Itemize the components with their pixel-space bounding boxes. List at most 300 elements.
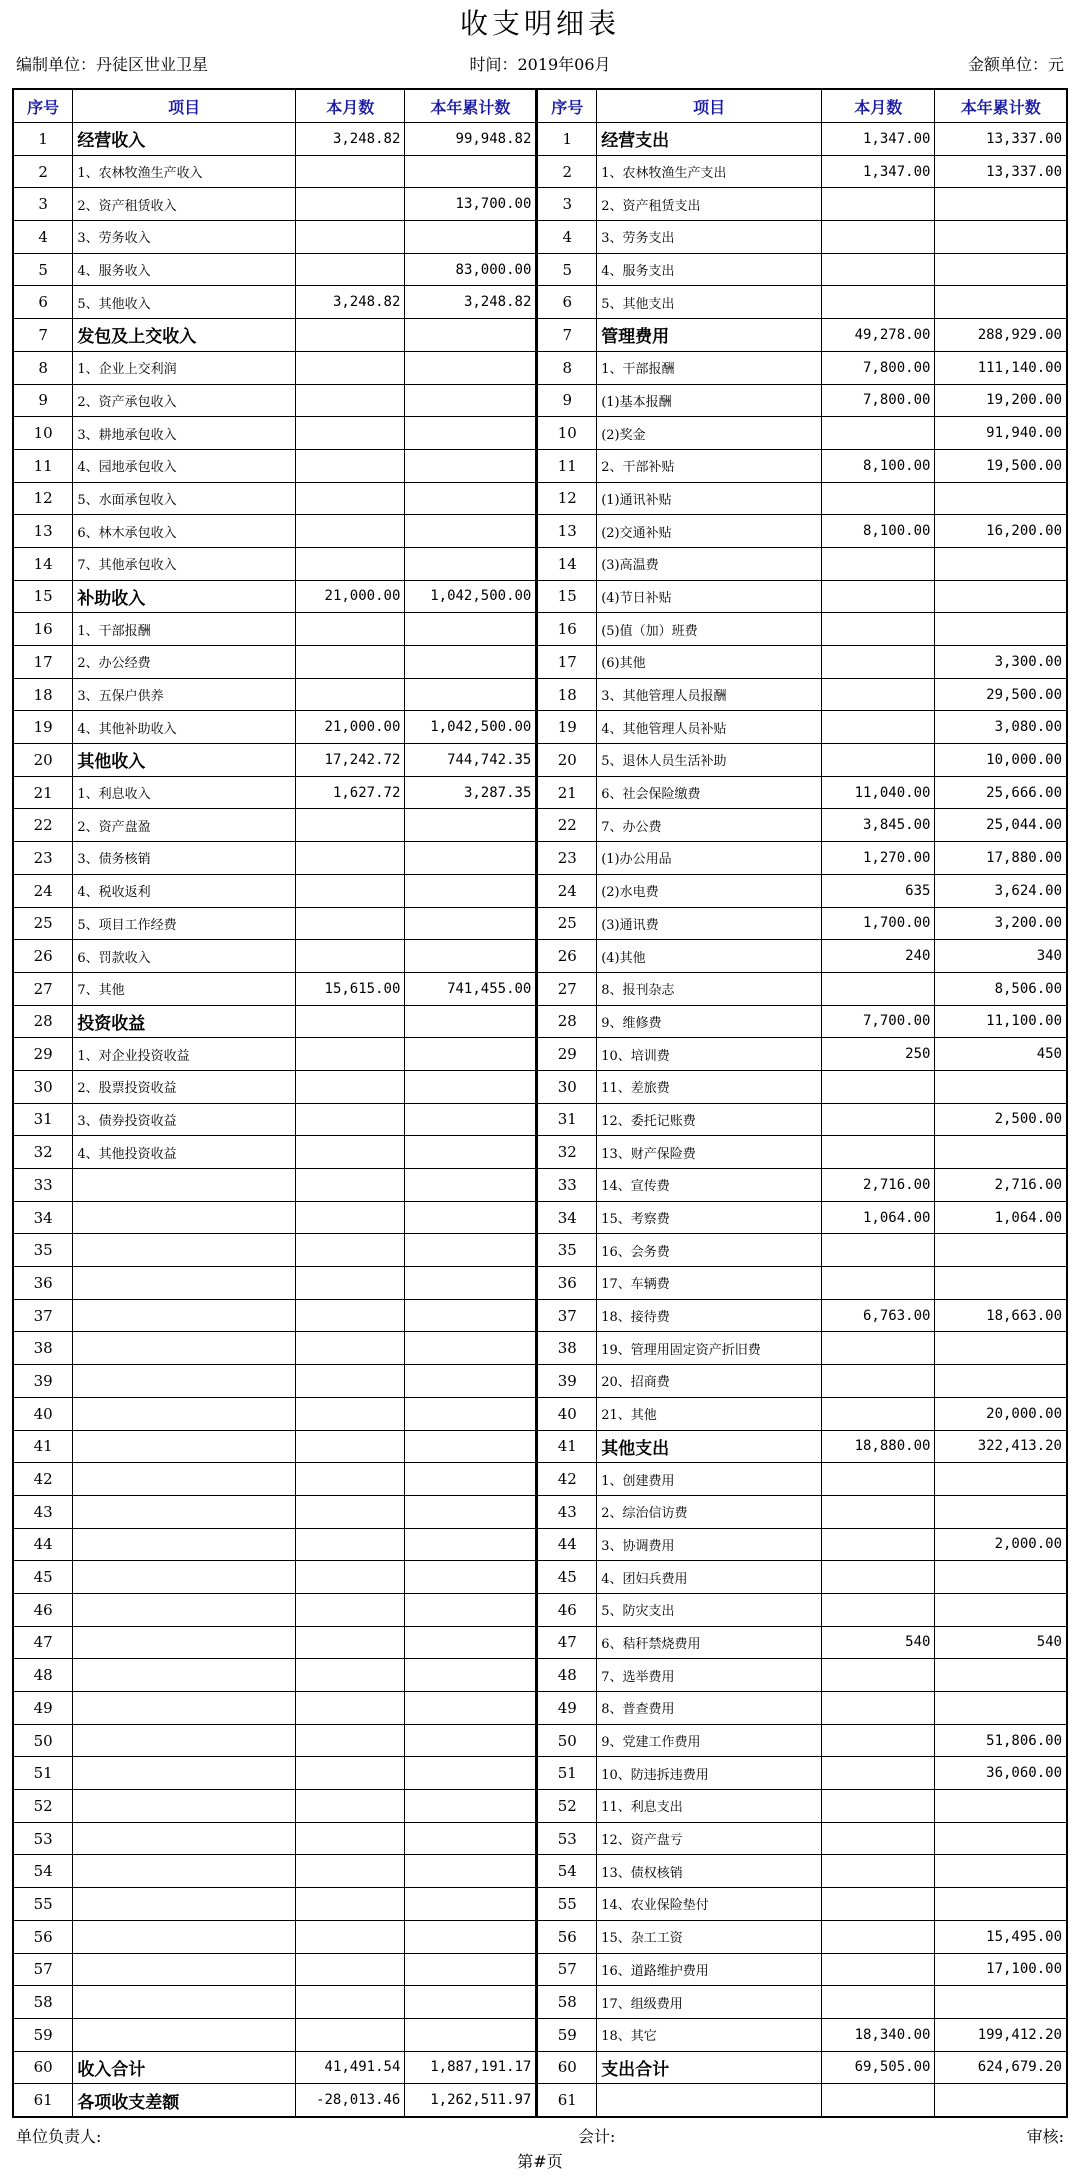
expense-month-value	[822, 1855, 935, 1888]
expense-month-value: 7,700.00	[822, 1005, 935, 1038]
expense-item: 9、维修费	[597, 1005, 822, 1038]
table-row	[13, 1103, 1067, 1136]
expense-month-value	[822, 1822, 935, 1855]
expense-item: (2)交通补贴	[597, 515, 822, 548]
row-no-right: 44	[537, 1528, 597, 1561]
income-item: 投资收益	[73, 1005, 296, 1038]
expense-item: 13、财产保险费	[597, 1136, 822, 1169]
row-no-left: 29	[13, 1038, 73, 1071]
income-ytd-value: 1,042,500.00	[405, 711, 537, 744]
expense-ytd-value: 450	[935, 1038, 1067, 1071]
row-no-right: 26	[537, 940, 597, 973]
row-no-left: 20	[13, 744, 73, 777]
income-month-value: 15,615.00	[296, 972, 405, 1005]
expense-ytd-value	[935, 1822, 1067, 1855]
expense-item: 14、宣传费	[597, 1169, 822, 1202]
table-row	[13, 1365, 1067, 1398]
income-item	[73, 1528, 296, 1561]
expense-item: 11、差旅费	[597, 1070, 822, 1103]
income-item: 5、项目工作经费	[73, 907, 296, 940]
expense-ytd-value: 2,500.00	[935, 1103, 1067, 1136]
expense-item: (2)水电费	[597, 874, 822, 907]
expense-item: 6、秸秆禁烧费用	[597, 1626, 822, 1659]
income-item: 4、其他补助收入	[73, 711, 296, 744]
expense-month-value	[822, 1267, 935, 1300]
income-ytd-value	[405, 874, 537, 907]
org-name: 编制单位：丹徒区世业卫星	[16, 55, 209, 74]
expense-month-value	[822, 417, 935, 450]
income-ytd-value: 744,742.35	[405, 744, 537, 777]
row-no-right: 60	[537, 2051, 597, 2084]
income-item: 6、罚款收入	[73, 940, 296, 973]
table-row	[13, 188, 1067, 221]
income-ytd-value	[405, 1790, 537, 1823]
table-row	[13, 1038, 1067, 1071]
income-ytd-value	[405, 1299, 537, 1332]
row-no-right: 48	[537, 1659, 597, 1692]
expense-month-value: 540	[822, 1626, 935, 1659]
income-item	[73, 1790, 296, 1823]
row-no-left: 41	[13, 1430, 73, 1463]
row-no-left: 17	[13, 646, 73, 679]
expense-month-value: 69,505.00	[822, 2051, 935, 2084]
income-item: 2、资产盘盈	[73, 809, 296, 842]
income-item: 2、办公经费	[73, 646, 296, 679]
income-item	[73, 1332, 296, 1365]
income-item	[73, 1561, 296, 1594]
income-ytd-value	[405, 809, 537, 842]
row-no-right: 57	[537, 1953, 597, 1986]
row-no-left: 10	[13, 417, 73, 450]
income-item	[73, 1593, 296, 1626]
income-month-value: 3,248.82	[296, 123, 405, 156]
expense-ytd-value: 624,679.20	[935, 2051, 1067, 2084]
income-month-value	[296, 1692, 405, 1725]
expense-ytd-value	[935, 1463, 1067, 1496]
income-ytd-value	[405, 482, 537, 515]
expense-ytd-value: 25,666.00	[935, 776, 1067, 809]
row-no-right: 21	[537, 776, 597, 809]
income-item	[73, 1659, 296, 1692]
table-row	[13, 1593, 1067, 1626]
expense-item: 支出合计	[597, 2051, 822, 2084]
row-no-right: 10	[537, 417, 597, 450]
income-ytd-value	[405, 1659, 537, 1692]
row-no-left: 16	[13, 613, 73, 646]
income-ytd-value	[405, 1365, 537, 1398]
row-no-right: 58	[537, 1986, 597, 2019]
income-ytd-value	[405, 907, 537, 940]
expense-month-value	[822, 580, 935, 613]
expense-ytd-value	[935, 2084, 1067, 2117]
expense-item: (4)节日补贴	[597, 580, 822, 613]
row-no-left: 40	[13, 1397, 73, 1430]
expense-month-value: 1,700.00	[822, 907, 935, 940]
row-no-left: 47	[13, 1626, 73, 1659]
income-item	[73, 1267, 296, 1300]
row-no-right: 52	[537, 1790, 597, 1823]
row-no-right: 2	[537, 155, 597, 188]
table-row	[13, 678, 1067, 711]
income-month-value	[296, 1038, 405, 1071]
row-no-right: 59	[537, 2018, 597, 2051]
row-no-right: 24	[537, 874, 597, 907]
income-ytd-value: 741,455.00	[405, 972, 537, 1005]
income-item	[73, 1365, 296, 1398]
row-no-left: 39	[13, 1365, 73, 1398]
expense-item: 4、团妇兵费用	[597, 1561, 822, 1594]
expense-ytd-value: 19,500.00	[935, 449, 1067, 482]
income-month-value	[296, 1888, 405, 1921]
expense-item: (5)值（加）班费	[597, 613, 822, 646]
income-item: 收入合计	[73, 2051, 296, 2084]
income-ytd-value	[405, 1495, 537, 1528]
income-month-value	[296, 2018, 405, 2051]
expense-item: 2、干部补贴	[597, 449, 822, 482]
report-title: 收支明细表	[459, 7, 620, 40]
row-no-right: 4	[537, 221, 597, 254]
expense-ytd-value	[935, 188, 1067, 221]
expense-item: 11、利息支出	[597, 1790, 822, 1823]
income-item: 7、其他	[73, 972, 296, 1005]
row-no-right: 28	[537, 1005, 597, 1038]
expense-item: 21、其他	[597, 1397, 822, 1430]
income-item	[73, 1169, 296, 1202]
expense-month-value	[822, 1070, 935, 1103]
income-month-value	[296, 449, 405, 482]
expense-ytd-value	[935, 1495, 1067, 1528]
expense-month-value	[822, 1365, 935, 1398]
income-month-value	[296, 907, 405, 940]
row-no-left: 6	[13, 286, 73, 319]
table-row	[13, 1267, 1067, 1300]
table-row	[13, 2084, 1067, 2117]
row-no-left: 36	[13, 1267, 73, 1300]
row-no-right: 9	[537, 384, 597, 417]
income-ytd-value	[405, 1103, 537, 1136]
income-item	[73, 1953, 296, 1986]
table-row	[13, 646, 1067, 679]
income-ytd-value	[405, 1561, 537, 1594]
table-row	[13, 1397, 1067, 1430]
row-no-left: 32	[13, 1136, 73, 1169]
table-row	[13, 842, 1067, 875]
income-month-value	[296, 1267, 405, 1300]
expense-ytd-value: 2,000.00	[935, 1528, 1067, 1561]
income-ytd-value: 3,287.35	[405, 776, 537, 809]
income-month-value	[296, 417, 405, 450]
expense-ytd-value	[935, 221, 1067, 254]
page-number: 第#页	[517, 2152, 563, 2171]
income-ytd-value	[405, 2018, 537, 2051]
income-item: 4、税收返利	[73, 874, 296, 907]
table-row	[13, 776, 1067, 809]
income-item: 3、债务核销	[73, 842, 296, 875]
row-no-right: 31	[537, 1103, 597, 1136]
expense-month-value	[822, 1888, 935, 1921]
row-no-right: 5	[537, 253, 597, 286]
expense-item: 13、债权核销	[597, 1855, 822, 1888]
income-ytd-value	[405, 1593, 537, 1626]
table-row	[13, 1495, 1067, 1528]
income-ytd-value	[405, 1267, 537, 1300]
expense-item: (3)高温费	[597, 547, 822, 580]
row-no-right: 19	[537, 711, 597, 744]
income-expense-table	[12, 88, 1068, 2118]
expense-ytd-value: 288,929.00	[935, 319, 1067, 352]
row-no-left: 19	[13, 711, 73, 744]
table-row	[13, 1136, 1067, 1169]
row-no-left: 1	[13, 123, 73, 156]
expense-ytd-value: 16,200.00	[935, 515, 1067, 548]
income-month-value	[296, 1986, 405, 2019]
table-row	[13, 1561, 1067, 1594]
expense-ytd-value	[935, 253, 1067, 286]
income-ytd-value	[405, 1528, 537, 1561]
income-month-value	[296, 384, 405, 417]
income-month-value: 21,000.00	[296, 580, 405, 613]
income-ytd-value	[405, 1920, 537, 1953]
row-no-left: 38	[13, 1332, 73, 1365]
expense-ytd-value	[935, 1365, 1067, 1398]
row-no-left: 11	[13, 449, 73, 482]
table-row	[13, 580, 1067, 613]
income-month-value: 1,627.72	[296, 776, 405, 809]
row-no-right: 45	[537, 1561, 597, 1594]
income-ytd-value	[405, 678, 537, 711]
row-no-right: 32	[537, 1136, 597, 1169]
expense-item: 6、社会保险缴费	[597, 776, 822, 809]
income-ytd-value	[405, 1888, 537, 1921]
row-no-left: 56	[13, 1920, 73, 1953]
expense-ytd-value: 10,000.00	[935, 744, 1067, 777]
expense-ytd-value: 13,337.00	[935, 123, 1067, 156]
table-row	[13, 1953, 1067, 1986]
income-ytd-value	[405, 1397, 537, 1430]
income-item: 发包及上交收入	[73, 319, 296, 352]
income-item: 1、对企业投资收益	[73, 1038, 296, 1071]
expense-item: 15、杂工工资	[597, 1920, 822, 1953]
row-no-right: 11	[537, 449, 597, 482]
row-no-left: 52	[13, 1790, 73, 1823]
table-row	[13, 1528, 1067, 1561]
row-no-right: 38	[537, 1332, 597, 1365]
income-item: 2、资产租赁收入	[73, 188, 296, 221]
income-item: 1、干部报酬	[73, 613, 296, 646]
income-ytd-value	[405, 1038, 537, 1071]
expense-month-value	[822, 1528, 935, 1561]
expense-item: 12、资产盘亏	[597, 1822, 822, 1855]
row-no-right: 22	[537, 809, 597, 842]
expense-month-value: 8,100.00	[822, 449, 935, 482]
income-month-value: 41,491.54	[296, 2051, 405, 2084]
expense-month-value	[822, 972, 935, 1005]
expense-month-value	[822, 1397, 935, 1430]
expense-month-value: 11,040.00	[822, 776, 935, 809]
row-no-left: 33	[13, 1169, 73, 1202]
table-row	[13, 1920, 1067, 1953]
income-ytd-value	[405, 319, 537, 352]
row-no-right: 3	[537, 188, 597, 221]
income-item: 6、林木承包收入	[73, 515, 296, 548]
expense-item: 2、综治信访费	[597, 1495, 822, 1528]
col-header-ytd: 本年累计数	[405, 89, 537, 123]
table-row	[13, 809, 1067, 842]
income-item	[73, 1986, 296, 2019]
income-month-value	[296, 1169, 405, 1202]
expense-ytd-value: 340	[935, 940, 1067, 973]
table-row	[13, 123, 1067, 156]
row-no-left: 61	[13, 2084, 73, 2117]
expense-ytd-value: 29,500.00	[935, 678, 1067, 711]
expense-month-value	[822, 1561, 935, 1594]
income-ytd-value	[405, 417, 537, 450]
income-month-value	[296, 351, 405, 384]
row-no-right: 29	[537, 1038, 597, 1071]
expense-item: (6)其他	[597, 646, 822, 679]
expense-ytd-value	[935, 1692, 1067, 1725]
income-ytd-value	[405, 1626, 537, 1659]
income-month-value	[296, 1365, 405, 1398]
col-header-ytd: 本年累计数	[935, 89, 1067, 123]
expense-month-value: 1,064.00	[822, 1201, 935, 1234]
table-row	[13, 1724, 1067, 1757]
expense-month-value	[822, 646, 935, 679]
row-no-right: 14	[537, 547, 597, 580]
income-item: 4、服务收入	[73, 253, 296, 286]
income-item: 经营收入	[73, 123, 296, 156]
expense-item: 8、普查费用	[597, 1692, 822, 1725]
row-no-left: 60	[13, 2051, 73, 2084]
expense-ytd-value	[935, 1593, 1067, 1626]
income-ytd-value	[405, 1692, 537, 1725]
income-ytd-value	[405, 1822, 537, 1855]
income-month-value	[296, 253, 405, 286]
row-no-left: 30	[13, 1070, 73, 1103]
row-no-left: 21	[13, 776, 73, 809]
row-no-right: 8	[537, 351, 597, 384]
table-row	[13, 384, 1067, 417]
income-month-value	[296, 1822, 405, 1855]
income-ytd-value	[405, 1724, 537, 1757]
row-no-left: 54	[13, 1855, 73, 1888]
expense-month-value: 635	[822, 874, 935, 907]
expense-item: 5、其他支出	[597, 286, 822, 319]
expense-item: 17、车辆费	[597, 1267, 822, 1300]
income-item	[73, 1888, 296, 1921]
expense-item: 16、道路维护费用	[597, 1953, 822, 1986]
expense-item: 4、其他管理人员补贴	[597, 711, 822, 744]
income-item	[73, 1495, 296, 1528]
expense-item: 5、防灾支出	[597, 1593, 822, 1626]
expense-ytd-value	[935, 1332, 1067, 1365]
income-item: 7、其他承包收入	[73, 547, 296, 580]
unit-head-label: 单位负责人:	[16, 2127, 102, 2146]
expense-month-value	[822, 547, 935, 580]
income-month-value: 17,242.72	[296, 744, 405, 777]
row-no-left: 42	[13, 1463, 73, 1496]
row-no-left: 26	[13, 940, 73, 973]
row-no-right: 53	[537, 1822, 597, 1855]
table-row	[13, 1332, 1067, 1365]
expense-month-value	[822, 744, 935, 777]
row-no-left: 22	[13, 809, 73, 842]
income-ytd-value	[405, 646, 537, 679]
income-month-value	[296, 1790, 405, 1823]
expense-item: 5、退休人员生活补助	[597, 744, 822, 777]
row-no-right: 37	[537, 1299, 597, 1332]
income-ytd-value	[405, 155, 537, 188]
table-row	[13, 1430, 1067, 1463]
expense-item: 1、干部报酬	[597, 351, 822, 384]
income-month-value	[296, 613, 405, 646]
row-no-left: 35	[13, 1234, 73, 1267]
income-month-value	[296, 1757, 405, 1790]
expense-ytd-value	[935, 1070, 1067, 1103]
expense-ytd-value	[935, 580, 1067, 613]
income-month-value: -28,013.46	[296, 2084, 405, 2117]
income-ytd-value	[405, 1201, 537, 1234]
col-header-item: 项目	[597, 89, 822, 123]
row-no-left: 24	[13, 874, 73, 907]
table-row	[13, 351, 1067, 384]
row-no-right: 33	[537, 1169, 597, 1202]
income-ytd-value	[405, 1855, 537, 1888]
income-item: 3、耕地承包收入	[73, 417, 296, 450]
expense-ytd-value: 540	[935, 1626, 1067, 1659]
income-month-value	[296, 515, 405, 548]
income-ytd-value	[405, 842, 537, 875]
col-header-month: 本月数	[296, 89, 405, 123]
row-no-left: 44	[13, 1528, 73, 1561]
income-ytd-value	[405, 1953, 537, 1986]
table-row	[13, 2018, 1067, 2051]
expense-ytd-value: 1,064.00	[935, 1201, 1067, 1234]
row-no-left: 34	[13, 1201, 73, 1234]
income-month-value	[296, 155, 405, 188]
income-month-value	[296, 1397, 405, 1430]
income-item: 4、其他投资收益	[73, 1136, 296, 1169]
expense-item: 3、劳务支出	[597, 221, 822, 254]
row-no-right: 43	[537, 1495, 597, 1528]
expense-item: 7、办公费	[597, 809, 822, 842]
expense-month-value	[822, 1593, 935, 1626]
expense-ytd-value	[935, 1855, 1067, 1888]
expense-month-value: 3,845.00	[822, 809, 935, 842]
row-no-left: 9	[13, 384, 73, 417]
expense-month-value	[822, 1790, 935, 1823]
row-no-right: 61	[537, 2084, 597, 2117]
table-row	[13, 1822, 1067, 1855]
table-row	[13, 2051, 1067, 2084]
row-no-right: 34	[537, 1201, 597, 1234]
amount-unit: 金额单位：元	[967, 55, 1064, 74]
income-ytd-value: 3,248.82	[405, 286, 537, 319]
expense-ytd-value: 3,624.00	[935, 874, 1067, 907]
expense-ytd-value: 36,060.00	[935, 1757, 1067, 1790]
row-no-left: 25	[13, 907, 73, 940]
col-header-no: 序号	[13, 89, 73, 123]
table-row	[13, 613, 1067, 646]
expense-ytd-value: 3,080.00	[935, 711, 1067, 744]
table-row	[13, 907, 1067, 940]
row-no-left: 55	[13, 1888, 73, 1921]
income-month-value	[296, 1005, 405, 1038]
expense-month-value	[822, 253, 935, 286]
expense-month-value	[822, 482, 935, 515]
row-no-left: 4	[13, 221, 73, 254]
expense-item: 2、资产租赁支出	[597, 188, 822, 221]
